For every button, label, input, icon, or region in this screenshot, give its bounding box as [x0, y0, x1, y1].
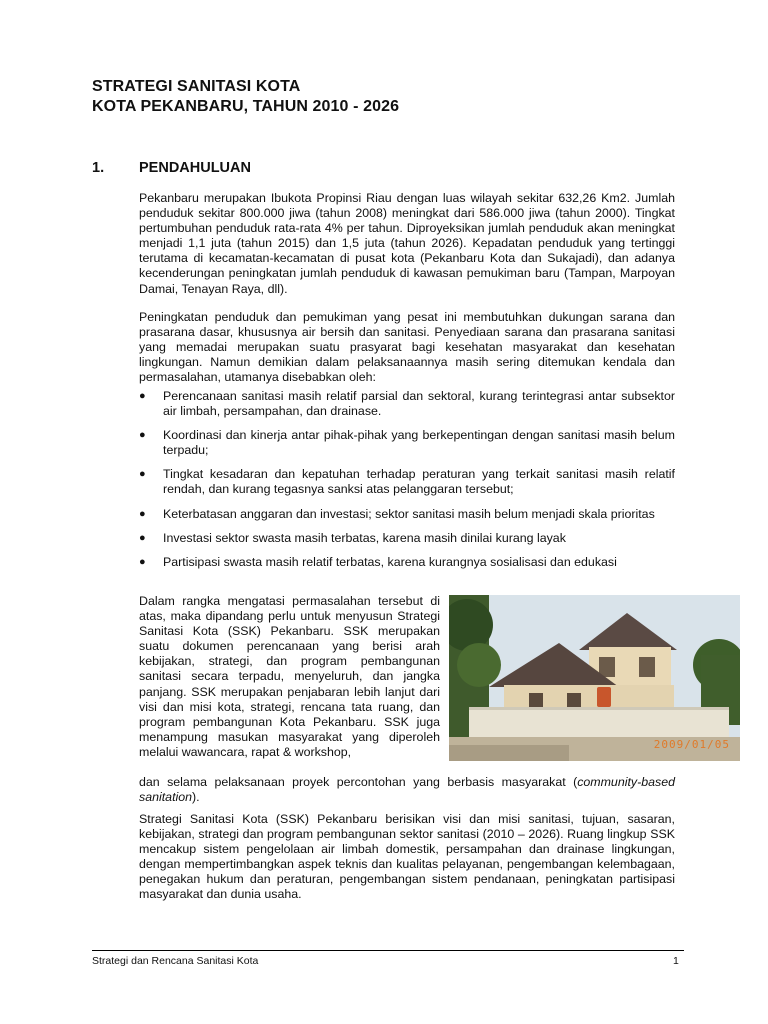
footer-title: Strategi dan Rencana Sanitasi Kota: [92, 955, 259, 967]
bullet-icon: ●: [139, 531, 146, 544]
list-item: [139, 428, 675, 458]
list-item: [139, 531, 675, 546]
list-item-text: Tingkat kesadaran dan kepatuhan terhadap peraturan yang terkait sanitasi masih relatif rendah, dan kurang tegasnya sanksi atas pelanggaran tersebut;: [163, 467, 675, 497]
continuation-end: ).: [192, 790, 200, 805]
section-title: PENDAHULUAN: [139, 160, 251, 176]
italic-term: community-based sanitation: [139, 775, 675, 805]
list-item: [139, 389, 675, 419]
continuation-text: dan selama pelaksanaan proyek percontohan yang berbasis masyarakat (: [139, 775, 578, 789]
problem-list: [139, 389, 675, 579]
bullet-icon: ●: [139, 429, 146, 442]
footer-divider: [92, 950, 684, 951]
list-item: [139, 507, 675, 522]
paragraph-intro: Pekanbaru merupakan Ibukota Propinsi Riau dengan luas wilayah sekitar 632,26 Km2. Jumlah penduduk sekitar 800.000 jiwa (tahun 2008) meningkat dari 586.000 jiwa (tahun 2000). Tingkat pertumbuhan penduduk rata-rata 4% per tahun. Diproyeksikan jumlah penduduk akan meningkat menjadi 1,1 juta (tahun 2015) dan 1,5 juta (tahun 2026). Kepadatan penduduk yang tertinggi terutama di kecamatan-kecamatan di pusat kota (Pekanbaru Kota dan Sukajadi), dan adanya kecenderungan peningkatan jumlah penduduk di kawasan pemukiman baru (Tampan, Marpoyan Damai, Tenayan Raya, dll).: [139, 191, 675, 296]
list-item: [139, 555, 675, 570]
paragraph-ssk-continuation: [139, 775, 675, 805]
section-number: 1.: [92, 160, 105, 176]
paragraph-ssk-definition: Dalam rangka mengatasi permasalahan tersebut di atas, maka dipandang perlu untuk menyusun Strategi Sanitasi Kota (SSK) Pekanbaru. SSK merupakan suatu dokumen perencanaan yang berisi arah kebijakan, strategi, dan program pembangunan sanitasi secara terpadu, menyeluruh, dan jangka panjang. SSK merupakan penjabaran lebih lanjut dari visi dan misi kota, strategi, rencana tata ruang, dan program pembangunan Kota Pekanbaru. SSK juga menampung masukan masyarakat yang diperoleh melalui wawancara, rapat & workshop,: [139, 594, 440, 759]
bullet-icon: ●: [139, 507, 146, 520]
document-title-line-1: STRATEGI SANITASI KOTA: [92, 78, 301, 95]
list-item-text: Perencanaan sanitasi masih relatif parsial dan sektoral, kurang terintegrasi antar subsektor air limbah, persampahan, dan drainase.: [163, 389, 675, 419]
paragraph-problems: Peningkatan penduduk dan pemukiman yang pesat ini membutuhkan dukungan sarana dan prasarana dasar, khususnya air bersih dan sanitasi. Penyediaan sarana dan prasarana sanitasi yang memadai merupakan suatu prasyarat bagi kesehatan masyarakat dan kesehatan lingkungan. Namun demikian dalam pelaksanaannya masih sering ditemukan kendala dan permasalahan, utamanya disebabkan oleh:: [139, 310, 675, 385]
house-photo: [449, 595, 740, 761]
page-number: 1: [673, 955, 679, 967]
bullet-icon: ●: [139, 390, 146, 402]
house-photo-image: [449, 595, 740, 761]
list-item-text: Keterbatasan anggaran dan investasi; sektor sanitasi masih belum menjadi skala prioritas: [163, 506, 655, 521]
paragraph-ssk-scope: Strategi Sanitasi Kota (SSK) Pekanbaru berisikan visi dan misi sanitasi, tujuan, sasaran, kebijakan, strategi dan program pembangunan sektor sanitasi (2010 – 2026). Ruang lingkup SSK mencakup sistem pengelolaan air limbah domestik, persampahan dan drainase lingkungan, dengan mempertimbangkan aspek teknis dan kualitas pelayanan, pengembangan kelembagaan, penegakan hukum dan peraturan, pengembangan sistem pendanaan, peningkatan partisipasi masyarakat dan dunia usaha.: [139, 812, 675, 902]
photo-date-stamp: 2009/01/05: [653, 738, 730, 751]
bullet-icon: ●: [139, 468, 146, 481]
list-item-text: Partisipasi swasta masih relatif terbatas, karena kurangnya sosialisasi dan edukasi: [163, 554, 617, 569]
bullet-icon: ●: [139, 555, 146, 568]
document-title-line-2: KOTA PEKANBARU, TAHUN 2010 - 2026: [92, 98, 400, 115]
list-item-text: Investasi sektor swasta masih terbatas, karena masih dinilai kurang layak: [163, 530, 566, 545]
list-item: [139, 467, 675, 497]
list-item-text: Koordinasi dan kinerja antar pihak-pihak yang berkepentingan dengan sanitasi masih belum terpadu;: [163, 428, 675, 458]
